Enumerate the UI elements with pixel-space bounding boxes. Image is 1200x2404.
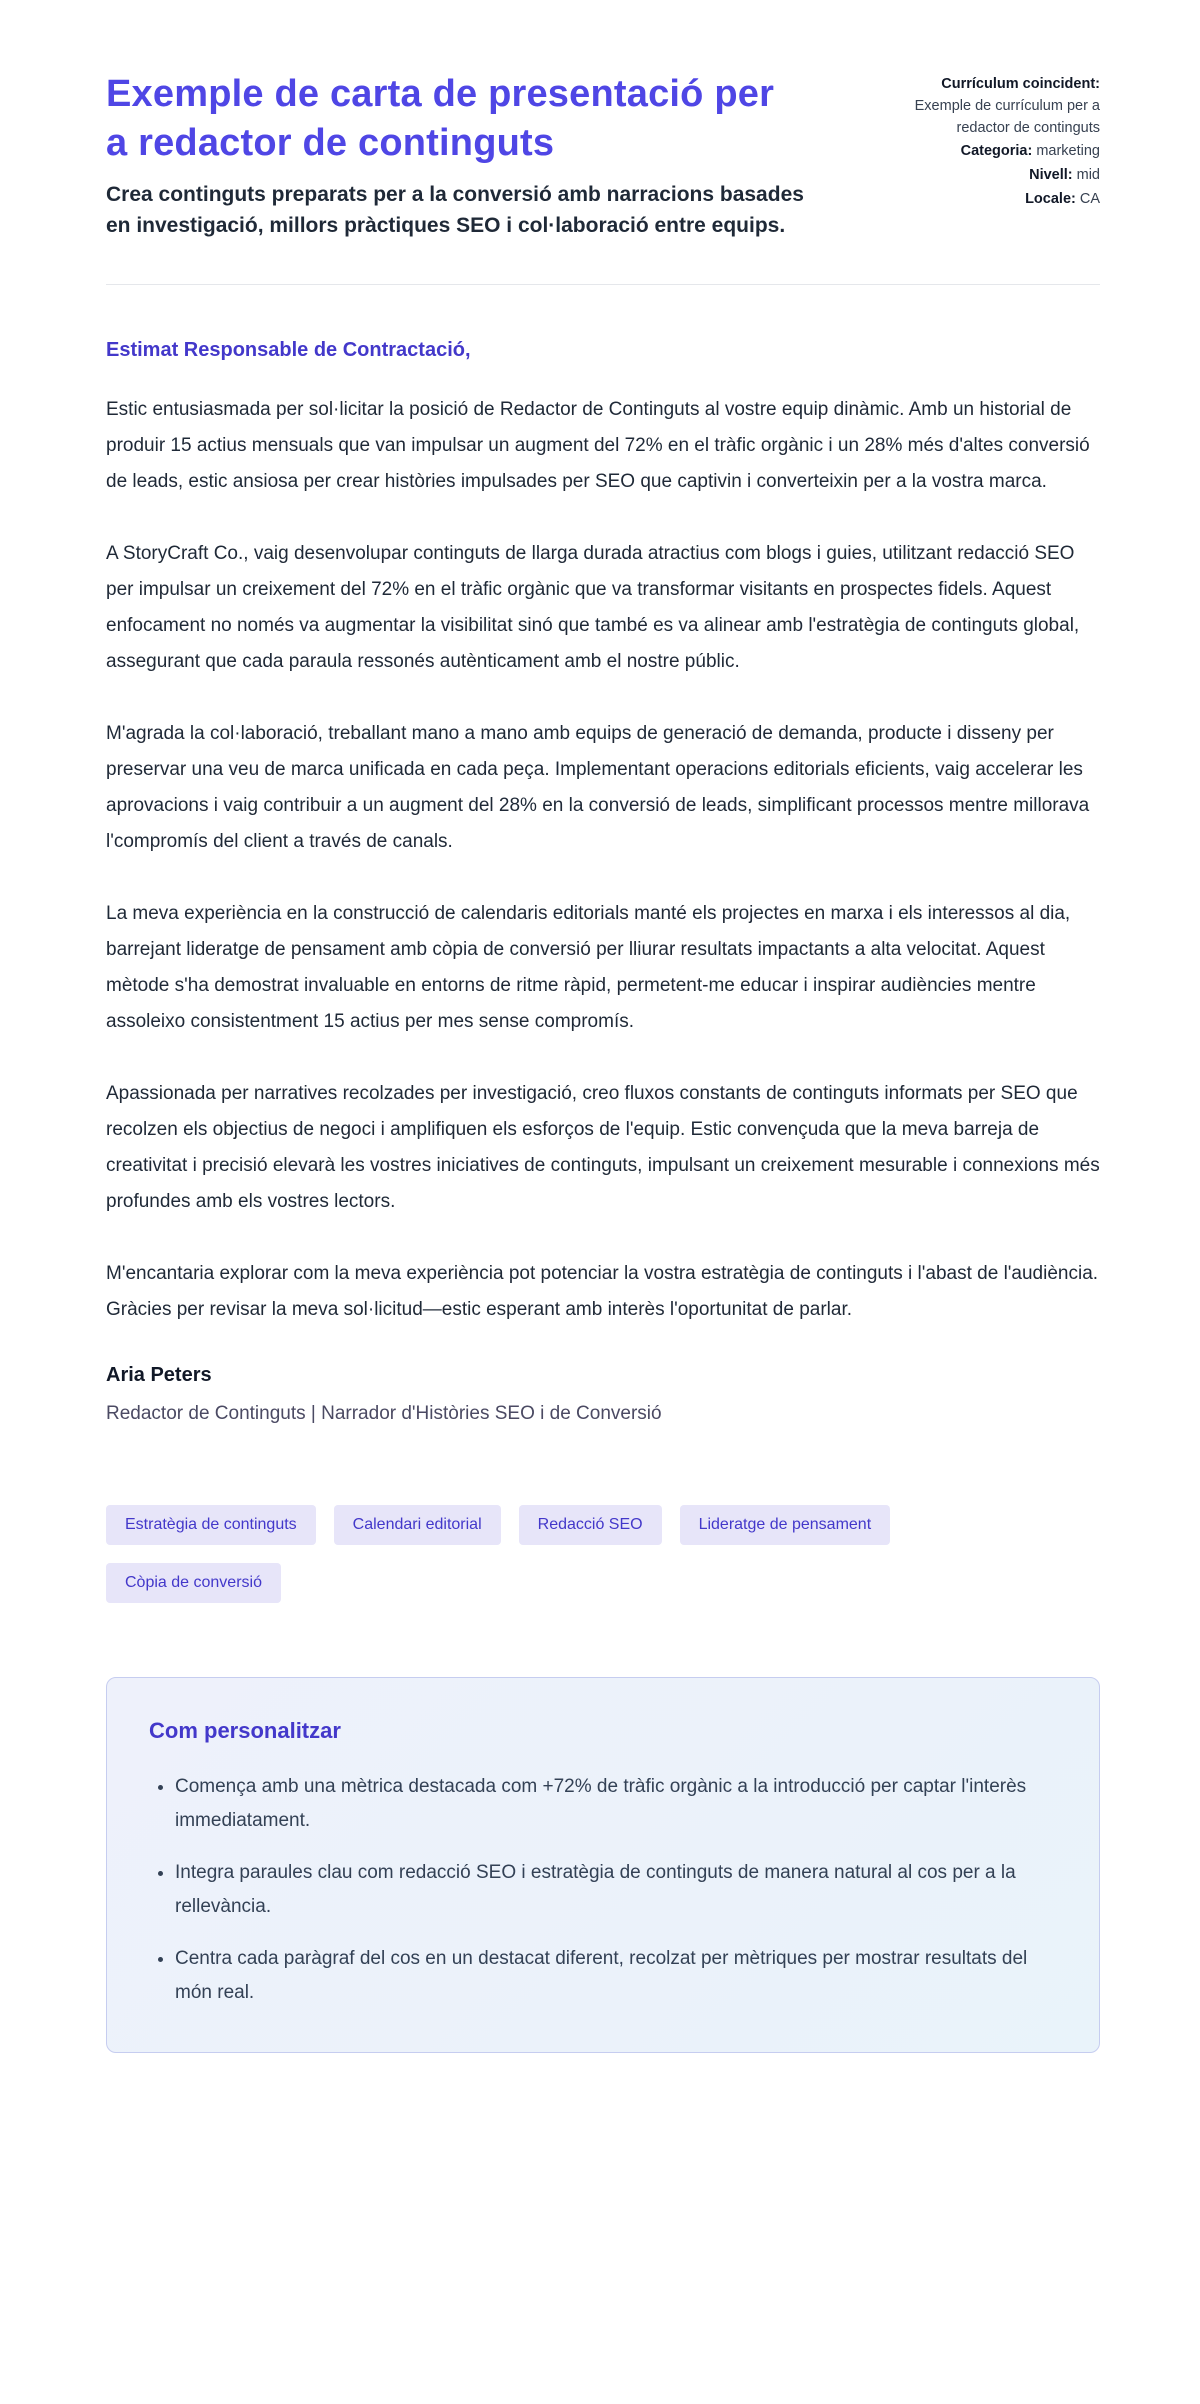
tips-list <box>149 1770 1057 2010</box>
signature-role: Redactor de Continguts | Narrador d'Històries SEO i de Conversió <box>106 1402 662 1424</box>
letter-body <box>106 392 1100 1328</box>
tips-box <box>106 1677 1100 2053</box>
meta-resume-label: Currículum coincident: <box>941 76 1100 92</box>
header <box>106 70 1100 242</box>
letter-paragraph: Apassionada per narratives recolzades per investigació, creo fluxos constants de continguts informats per SEO que recolzen els objectius de negoci i amplifiquen els esforços de l'equip. Estic convençuda que la meva barreja de creativitat i precisió elevarà les vostres iniciatives de continguts, impulsant un creixement mesurable i connexions més profundes amb els vostres lectors. <box>106 1082 1100 1212</box>
signature-block <box>106 1364 1100 1425</box>
tips-item: • Centra cada paràgraf del cos en un destacat diferent, recolzat per mètriques per mostrar resultats del món real. <box>175 1942 1055 2010</box>
meta-row-resume <box>860 74 1100 139</box>
tag-pill-conversion-copy[interactable]: Còpia de conversió <box>106 1563 281 1603</box>
header-left <box>106 70 806 242</box>
meta-locale-value: CA <box>1079 190 1100 207</box>
tips-item: • Comença amb una mètrica destacada com +72% de tràfic orgànic a la introducció per captar l'interès immediatament. <box>175 1770 1055 1838</box>
tag-pill-editorial-calendar[interactable]: Calendari editorial <box>334 1505 501 1545</box>
tag-pill-seo-writing[interactable]: Redacció SEO <box>519 1505 662 1545</box>
tips-item: • Integra paraules clau com redacció SEO i estratègia de continguts de manera natural al cos per a la rellevància. <box>175 1856 1055 1924</box>
meta-level-label: Nivell: <box>1029 167 1073 183</box>
letter-paragraph: La meva experiència en la construcció de calendaris editorials manté els projectes en marxa i els interessos al dia, barrejant lideratge de pensament amb còpia de conversió per lliurar resultats impactants a alta velocitat. Aquest mètode s'ha demostrat invaluable en entorns de ritme ràpid, permetent-me educar i inspirar audiències mentre assoleixo consistentment 15 actius per mes sense compromís. <box>106 902 1071 1032</box>
meta-row-level <box>860 165 1100 187</box>
letter-greeting: Estimat Responsable de Contractació, <box>106 338 471 361</box>
tag-list <box>106 1505 1006 1603</box>
meta-row-locale <box>860 189 1100 211</box>
page-title: Exemple de carta de presentació per a redactor de continguts <box>106 73 775 165</box>
meta-locale-label: Locale: <box>1025 190 1076 207</box>
page-subtitle: Crea continguts preparats per a la conversió amb narracions basades en investigació, millors pràctiques SEO i col·laboració entre equips. <box>106 182 804 238</box>
meta-level-value: mid <box>1076 167 1100 183</box>
header-divider <box>106 284 1100 285</box>
meta-category-label: Categoria: <box>960 143 1033 160</box>
tag-pill-thought-leadership[interactable]: Lideratge de pensament <box>680 1505 891 1545</box>
tips-title: Com personalitzar <box>149 1717 341 1743</box>
letter-paragraph: A StoryCraft Co., vaig desenvolupar continguts de llarga durada atractius com blogs i guies, utilitzant redacció SEO per impulsar un creixement del 72% en el tràfic orgànic que va transformar visitants en prospectes fidels. Aquest enfocament no només va augmentar la visibilitat sinó que també es va alinear amb l'estratègia de continguts global, assegurant que cada paraula ressonés autènticament amb el nostre públic. <box>106 542 1080 672</box>
letter-paragraph: M'encantaria explorar com la meva experiència pot potenciar la vostra estratègia de continguts i l'abast de l'audiència. Gràcies per revisar la meva sol·licitud—estic esperant amb interès l'oportunitat de parlar. <box>106 1262 1099 1320</box>
tag-pill-content-strategy[interactable]: Estratègia de continguts <box>106 1505 316 1545</box>
meta-panel <box>860 70 1100 213</box>
letter-paragraph: M'agrada la col·laboració, treballant mano a mano amb equips de generació de demanda, producte i disseny per preservar una veu de marca unificada en cada peça. Implementant operacions editorials eficients, vaig accelerar les aprovacions i vaig contribuir a un augment del 28% en la conversió de leads, simplificant processos mentre millorava l'compromís del client a través de canals. <box>106 722 1090 852</box>
meta-row-category <box>860 141 1100 163</box>
meta-resume-value: Exemple de currículum per a redactor de continguts <box>914 97 1100 136</box>
signature-name: Aria Peters <box>106 1363 212 1386</box>
meta-category-value: marketing <box>1036 143 1100 160</box>
letter-paragraph: Estic entusiasmada per sol·licitar la posició de Redactor de Continguts al vostre equip dinàmic. Amb un historial de produir 15 actius mensuals que van impulsar un augment del 72% en el tràfic orgànic i un 28% més d'altes conversió de leads, estic ansiosa per crear històries impulsades per SEO que captivin i converteixin per a la vostra marca. <box>106 398 1090 492</box>
